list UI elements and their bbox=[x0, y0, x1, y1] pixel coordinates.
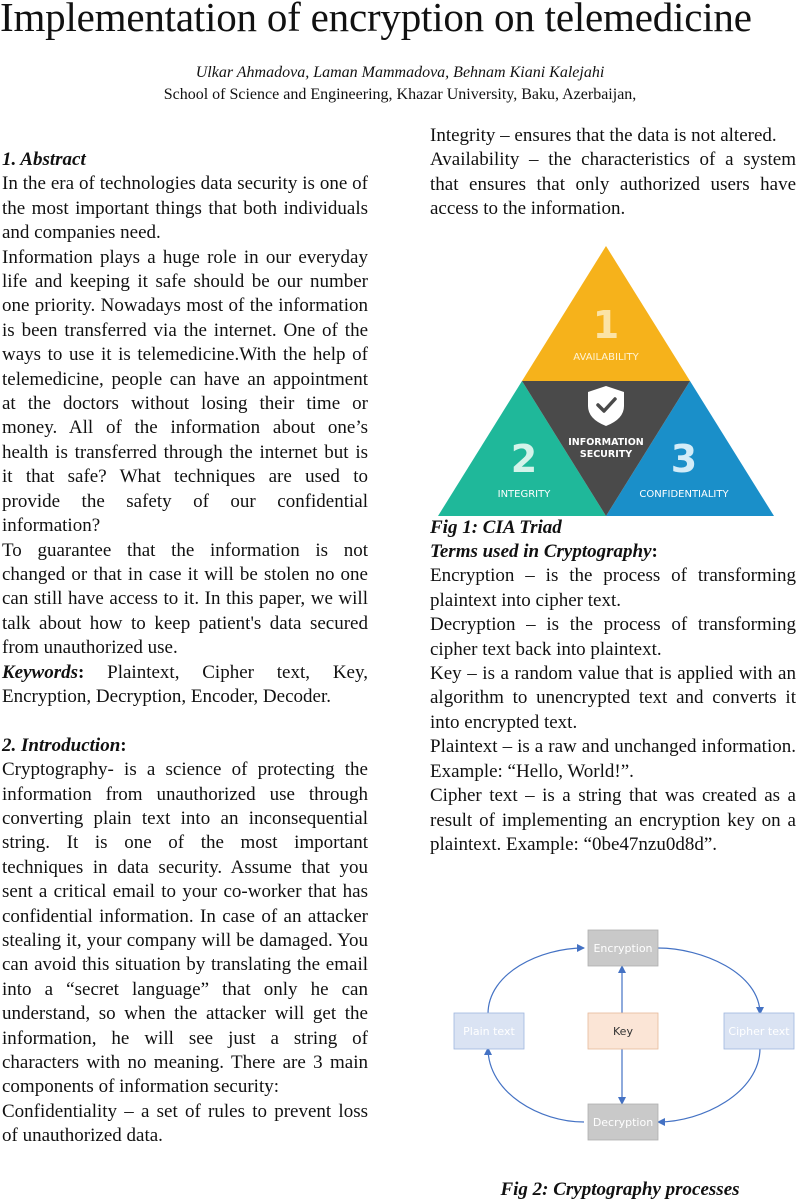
left-column bbox=[2, 148, 368, 1149]
center-label-line2: SECURITY bbox=[579, 448, 633, 460]
cia-triad-figure bbox=[438, 246, 774, 516]
key-box-label: Key bbox=[613, 1025, 633, 1038]
introduction-heading bbox=[2, 734, 368, 758]
confidentiality-number: 3 bbox=[670, 436, 698, 481]
terms-heading-colon: : bbox=[651, 541, 658, 563]
center-label-line1: INFORMATION bbox=[568, 436, 644, 448]
abstract-heading: 1. Abstract bbox=[2, 149, 86, 170]
integrity-number: 2 bbox=[510, 436, 538, 481]
introduction-heading-colon: : bbox=[120, 734, 127, 756]
arrow-decryption-to-plaintext bbox=[488, 1048, 584, 1122]
encryption-term: Encryption – is the process of transforming plaintext into cipher text. bbox=[430, 565, 796, 611]
figure1-caption: Fig 1: CIA Triad bbox=[430, 516, 562, 538]
confidentiality-definition: Confidentiality – a set of rules to prevent loss of unauthorized data. bbox=[2, 1100, 368, 1147]
availability-definition: Availability – the characteristics of a system that ensures that only authorized users have access to the information. bbox=[430, 149, 796, 220]
introduction-heading-text: 2. Introduction bbox=[2, 734, 121, 756]
figure2-caption: Fig 2: Cryptography processes bbox=[500, 1179, 740, 1200]
plaintext-term: Plaintext – is a raw and unchanged information. Example: “Hello, World!”. bbox=[430, 736, 796, 782]
plaintext-box-label: Plain text bbox=[463, 1025, 515, 1038]
decryption-box-label: Decryption bbox=[592, 1116, 654, 1129]
abstract-paragraph: In the era of technologies data security is one of the most important things that both individuals and companies need. bbox=[2, 173, 368, 244]
arrow-plaintext-to-encryption bbox=[488, 948, 584, 1014]
confidentiality-label: CONFIDENTIALITY bbox=[639, 488, 729, 500]
crypto-process-diagram bbox=[440, 918, 800, 1158]
integrity-label: INTEGRITY bbox=[497, 488, 551, 500]
terms-heading-text: Terms used in Cryptography bbox=[430, 541, 652, 563]
introduction-paragraph: Cryptography- is a science of protecting the information from unauthorized use through converting plain text into an inconsequential string. It is one of the most important techniques in data security. Assume that you sent a critical email to your co-worker that has confidential information. In case of an attacker stealing it, your company will be damaged. You can avoid this situation by translating the email into a “secret language” that only he can understand, so when the attacker will get the information, he will see just a string of characters with no meaning. There are 3 main components of information security: bbox=[2, 759, 368, 1098]
decryption-term: Decryption – is the process of transforming cipher text back into plaintext. bbox=[430, 614, 796, 660]
arrow-encryption-to-ciphertext bbox=[658, 948, 760, 1014]
keywords-colon: : bbox=[78, 661, 85, 683]
keywords-label: Keywords bbox=[2, 661, 78, 683]
encryption-box-label: Encryption bbox=[593, 942, 653, 955]
affiliation: School of Science and Engineering, Khazar University, Baku, Azerbaijan, bbox=[163, 86, 637, 103]
abstract-paragraph: To guarantee that the information is not changed or that in case it will be stolen no one can still have access to it. In this paper, we will talk about how to keep patient's data secured from unauthorized use. bbox=[2, 539, 368, 659]
keywords bbox=[2, 661, 368, 710]
paper-title: Implementation of encryption on telemedicine bbox=[0, 0, 752, 40]
ciphertext-box-label: Cipher text bbox=[728, 1025, 790, 1038]
crypto-process-figure bbox=[440, 918, 800, 1158]
abstract-paragraph: Information plays a huge role in our everyday life and keeping it safe should be our number one priority. Nowadays most of the information is been transferred via the internet. One of the ways to use it is telemedicine.With the help of telemedicine, people can have an appointment at the doctors without losing their time or money. All of the information about one’s health is transferred through the internet but is it that safe? What techniques are used to provide the safety of our confidential information? bbox=[2, 246, 368, 537]
authors: Ulkar Ahmadova, Laman Mammadova, Behnam Kiani Kalejahi bbox=[195, 64, 605, 81]
availability-number: 1 bbox=[592, 302, 620, 347]
keywords-list: Plaintext, Cipher text, Key, Encryption, Decryption, Encoder, Decoder. bbox=[2, 661, 368, 707]
ciphertext-term: Cipher text – is a string that was created as a result of implementing an encryption key on a plaintext. Example: “0be47nzu0d8d”. bbox=[430, 785, 796, 855]
integrity-definition: Integrity – ensures that the data is not altered. bbox=[430, 125, 777, 146]
terms-heading bbox=[430, 540, 796, 564]
key-term: Key – is a random value that is applied with an algorithm to unencrypted text and converts it into encrypted text. bbox=[430, 663, 796, 733]
arrow-ciphertext-to-decryption bbox=[658, 1048, 760, 1122]
right-column bbox=[430, 124, 796, 857]
availability-label: AVAILABILITY bbox=[573, 351, 639, 363]
